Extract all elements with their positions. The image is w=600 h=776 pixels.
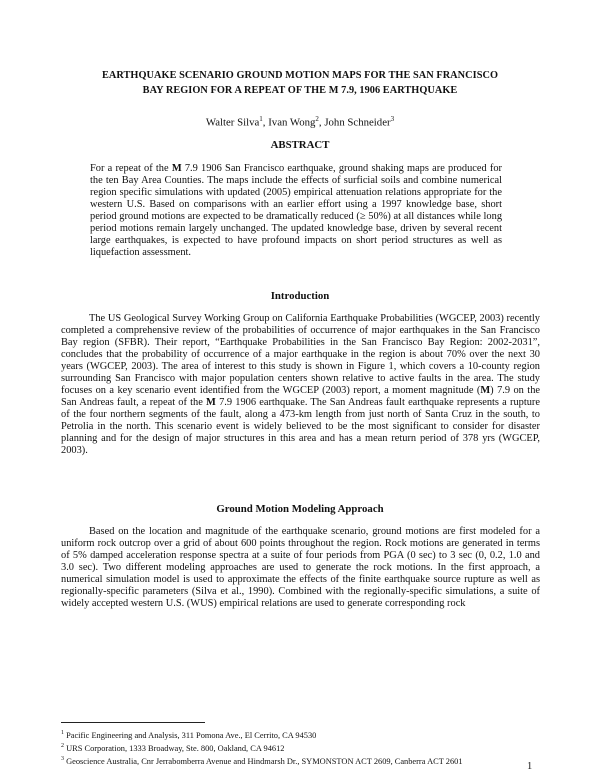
abstract-text: 7.9 1906 San Francisco earthquake, ground shaking maps are produced for the ten Bay Area Counties. The maps include the effects of surficial soils and combine numerical region specific simulations with updated (2005) empirical attenuation relations appropriate for the western U.S. Based on comparisons with an earlier effort using a 1997 knowledge base, short period ground motions are expected to be dramatically reduced ( — [90, 163, 503, 222]
paragraph-text: The US Geological Survey Working Group on California Earthquake Probabilities (WGCEP, 2003) recently completed a comprehensive review of the probabilities of occurrence of major earthquakes in the San Francisco Bay region (SFBR). Their report, “Earthquake Probabilities in the San Francisco Bay Region: 2002-2031”, concludes that the probability of occurrence of a major earthquake in the region is about 70% over the next 30 years (WGCEP, 2003). The area of interest to this study is shown in Figure 1, which covers a 10-county region surrounding San Francisco with major population centers shown relative to active faults in the area. The study focuses on a key scenario event identified from the WGCEP (2003) report, a moment magnitude ( — [61, 313, 540, 396]
footnote-mark: 2 — [61, 743, 64, 750]
author-affiliation-mark: 2 — [315, 115, 319, 123]
ground-motion-paragraph — [61, 526, 540, 610]
footnote-mark: 3 — [61, 756, 64, 763]
author-affiliation-mark: 1 — [259, 115, 263, 123]
paragraph-text: ) 7.9 on the San Andreas fault, a repeat of the — [61, 385, 540, 408]
footnote — [61, 741, 541, 754]
author-name: John Schneider — [324, 116, 391, 129]
footnotes — [61, 728, 541, 767]
paper-title — [60, 68, 540, 98]
abstract-body — [90, 163, 502, 259]
greater-equal-symbol: ≥ — [359, 211, 366, 222]
footnote — [61, 754, 541, 767]
footnote-text: URS Corporation, 1333 Broadway, Ste. 800, Oakland, CA 94612 — [64, 743, 285, 753]
author-name: Ivan Wong — [268, 116, 316, 129]
title-line-1: EARTHQUAKE SCENARIO GROUND MOTION MAPS FOR THE SAN FRANCISCO — [101, 70, 499, 81]
ground-motion-heading: Ground Motion Modeling Approach — [216, 503, 384, 515]
abstract-text: For a repeat of the — [90, 163, 172, 174]
footnote-divider — [61, 722, 205, 723]
title-line-2: BAY REGION FOR A REPEAT OF THE M 7.9, 1906 EARTHQUAKE — [142, 85, 458, 96]
magnitude-symbol: M — [206, 397, 216, 408]
paragraph-text: Based on the location and magnitude of the earthquake scenario, ground motions are first modeled for a uniform rock outcrop over a grid of about 600 points throughout the region. Rock motions are generated in terms of 5% damped acceleration response spectra at a suite of four periods from PGA (0 sec) to 3 sec (0, 0.2, 1.0 and 3.0 sec). Two different modeling approaches are used to generate the rock motions. In the first approach, a numerical simulation model is used to approximate the effects of the finite earthquake source rupture as well as regionally-specific parameters (Silva et al., 1990). Combined with the regionally-specific simulations, a suite of widely accepted western U.S. (WUS) empirical relations are used to generate corresponding rock — [61, 526, 540, 609]
footnote — [61, 728, 541, 741]
author-name: Walter Silva — [205, 116, 260, 129]
page-number: 1 — [527, 761, 533, 772]
introduction-paragraph — [61, 313, 540, 457]
footnote-mark: 1 — [61, 730, 64, 736]
author-list: Walter Silva$^1$, Ivan Wong$^2$, John Schneider$^3$ — [205, 115, 395, 129]
magnitude-symbol: M — [171, 163, 182, 174]
magnitude-symbol: M — [480, 385, 491, 396]
abstract-text: 50%) at all distances while long period motions remain largely unchanged. The updated knowledge base, driven by several recent large earthquakes, is expected to have profound impacts on short period structures as well as liquefaction assessment. — [90, 211, 503, 258]
paragraph-text: 7.9 1906 earthquake. The San Andreas fault earthquake represents a rupture of the four northern segments of the fault, along a 473-km length from just north of Santa Cruz in the south, to Petrolia in the north. This scenario event is widely believed to be the most significant to consider for disaster planning and for the design of major structures in this area and has a mean return period of 378 yrs (WGCEP, 2003). — [61, 397, 540, 456]
footnote-text: Pacific Engineering and Analysis, 311 Pomona Ave., El Cerrito, CA 94530 — [64, 730, 317, 740]
abstract-heading: ABSTRACT — [270, 139, 330, 151]
footnote-text: Geoscience Australia, Cnr Jerrabomberra Avenue and Hindmarsh Dr., SYMONSTON ACT 2609, Canberra ACT 2601 — [64, 756, 463, 766]
introduction-heading: Introduction — [270, 290, 330, 302]
author-affiliation-mark: 3 — [390, 115, 395, 123]
